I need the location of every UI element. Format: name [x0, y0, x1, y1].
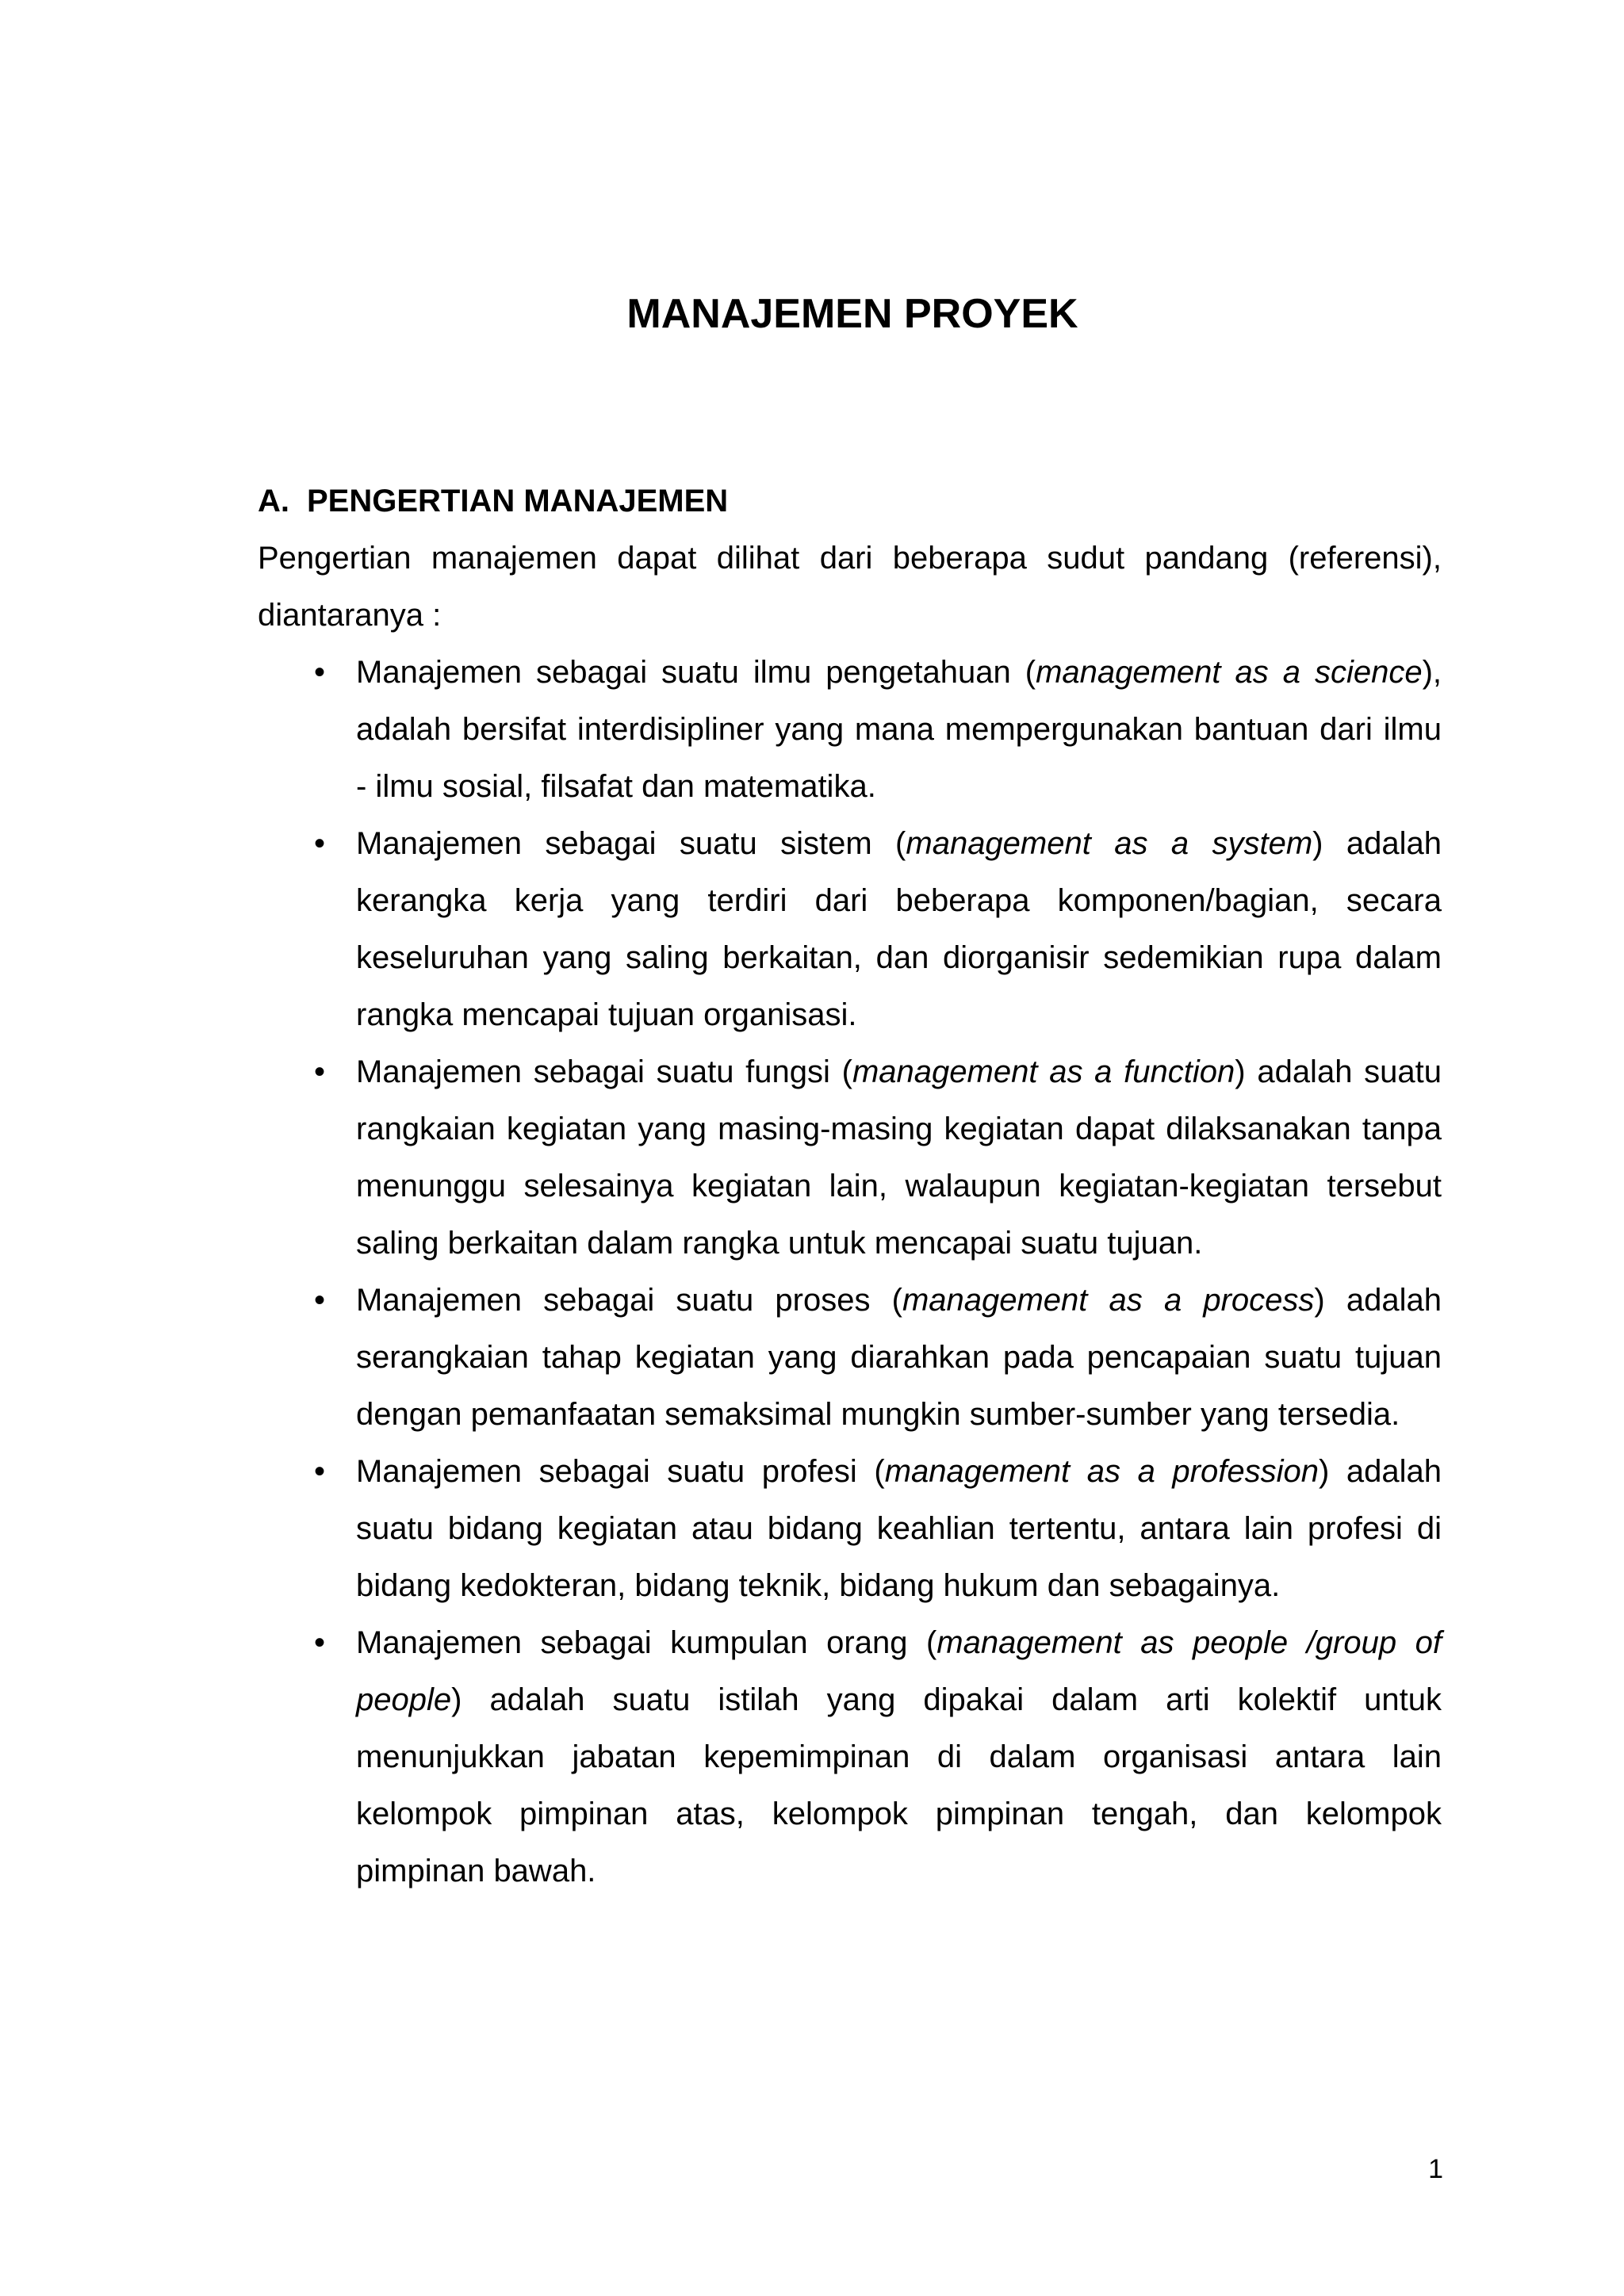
- item-rest: ), adalah bersifat interdisipliner yang mana mempergunakan bantuan dari ilmu - ilmu sosial, filsafat dan matematika.: [356, 655, 1442, 804]
- item-term: management as a function: [852, 1054, 1235, 1089]
- item-rest: ) adalah suatu istilah yang dipakai dalam arti kolektif untuk menunjukkan jabatan kepemimpinan di dalam organisasi antara lain kelompok pimpinan atas, kelompok pimpinan tengah, dan kelompok pimpinan bawah.: [356, 1682, 1442, 1888]
- list-item-system: [258, 815, 1442, 1043]
- section-heading: [258, 473, 1442, 530]
- item-term: management as a science: [1036, 655, 1423, 690]
- item-lead: Manajemen sebagai kumpulan orang (: [356, 1625, 937, 1660]
- list-item-process: [258, 1272, 1442, 1443]
- intro-paragraph: Pengertian manajemen dapat dilihat dari beberapa sudut pandang (referensi), diantaranya :: [258, 541, 1442, 633]
- list-item-people: [258, 1614, 1442, 1900]
- bullet-icon: •: [313, 1054, 325, 1089]
- item-rest: ) adalah suatu rangkaian kegiatan yang masing-masing kegiatan dapat dilaksanakan tanpa menunggu selesainya kegiatan lain, walaupun kegiatan-kegiatan tersebut saling berkaitan dalam rangka untuk mencapai suatu tujuan.: [356, 1054, 1442, 1261]
- item-term: management as people /group of people: [356, 1625, 1442, 1717]
- item-lead: Manajemen sebagai suatu proses (: [356, 1283, 902, 1318]
- bullet-icon: •: [313, 1283, 325, 1318]
- item-rest: ) adalah serangkaian tahap kegiatan yang diarahkan pada pencapaian suatu tujuan dengan pemanfaatan semaksimal mungkin sumber-sumber yang tersedia.: [356, 1283, 1442, 1432]
- bullet-icon: •: [313, 1625, 325, 1660]
- item-term: management as a profession: [884, 1454, 1319, 1489]
- list-item-profession: [258, 1443, 1442, 1614]
- item-lead: Manajemen sebagai suatu fungsi (: [356, 1054, 852, 1089]
- item-rest: ) adalah kerangka kerja yang terdiri dari beberapa komponen/bagian, secara keseluruhan yang saling berkaitan, dan diorganisir sedemikian rupa dalam rangka mencapai tujuan organisasi.: [356, 826, 1442, 1032]
- bullet-icon: •: [313, 826, 325, 861]
- item-rest: ) adalah suatu bidang kegiatan atau bidang keahlian tertentu, antara lain profesi di bidang kedokteran, bidang teknik, bidang hukum dan sebagainya.: [356, 1454, 1442, 1603]
- bullet-icon: •: [313, 1454, 325, 1489]
- section-title: PENGERTIAN MANAJEMEN: [307, 484, 729, 519]
- document-title: MANAJEMEN PROYEK: [626, 291, 1078, 337]
- list-item-science: [258, 644, 1442, 815]
- item-term: management as a process: [902, 1283, 1315, 1318]
- section-number: A.: [258, 484, 289, 519]
- page-number: 1: [1428, 2154, 1443, 2184]
- item-lead: Manajemen sebagai suatu sistem (: [356, 826, 906, 861]
- item-term: management as a system: [906, 826, 1313, 861]
- item-lead: Manajemen sebagai suatu profesi (: [356, 1454, 885, 1489]
- definition-list: [258, 644, 1442, 1900]
- bullet-icon: •: [313, 655, 325, 690]
- item-lead: Manajemen sebagai suatu ilmu pengetahuan (: [356, 655, 1036, 690]
- list-item-function: [258, 1043, 1442, 1272]
- document-body: [258, 473, 1442, 1900]
